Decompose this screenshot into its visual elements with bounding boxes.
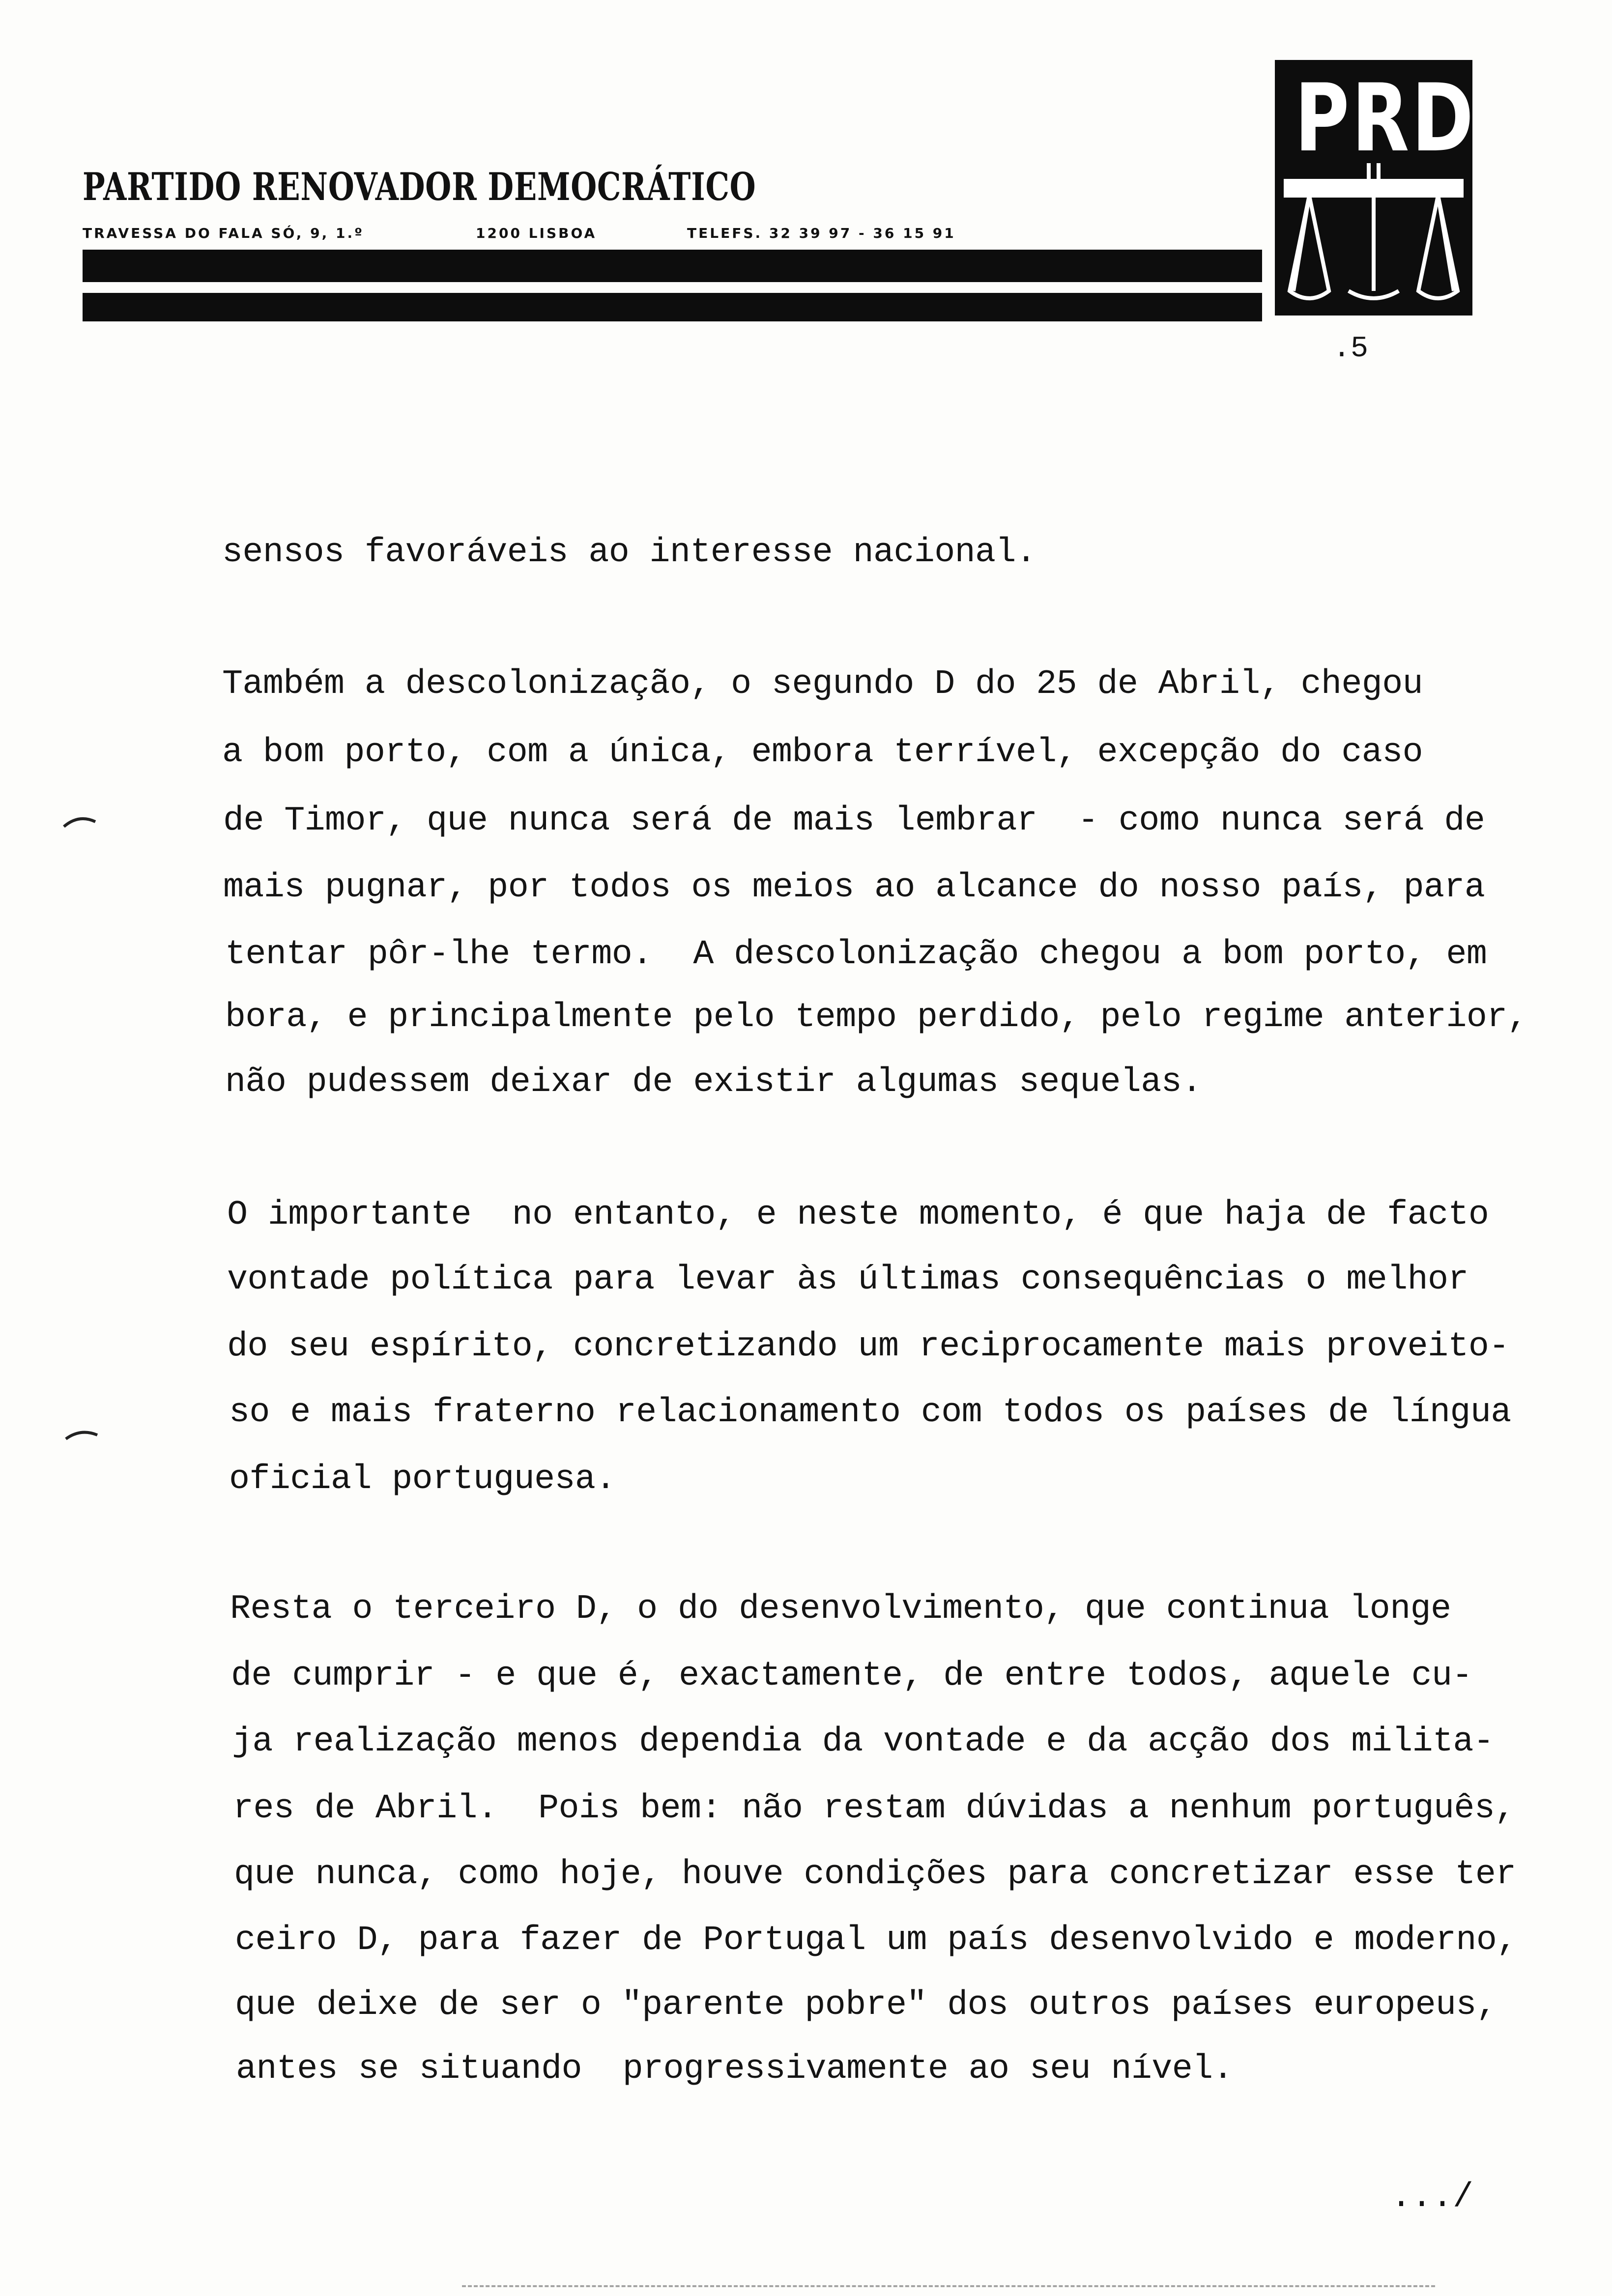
text-line: sensos favoráveis ao interesse nacional. xyxy=(222,533,1036,572)
text-line: ja realização menos dependia da vontade e da acção dos milita- xyxy=(232,1722,1494,1761)
text-line: do seu espírito, concretizando um reciprocamente mais proveito- xyxy=(227,1327,1509,1366)
punch-hole-mark xyxy=(61,811,100,831)
phone-numbers: TELEFS. 32 39 97 - 36 15 91 xyxy=(687,225,956,241)
text-line: oficial portuguesa. xyxy=(229,1460,616,1499)
text-line: Resta o terceiro D, o do desenvolvimento, que continua longe xyxy=(230,1590,1451,1629)
text-line: que nunca, como hoje, houve condições para concretizar esse ter xyxy=(234,1855,1516,1894)
party-name: PARTIDO RENOVADOR DEMOCRÁTICO xyxy=(83,165,756,209)
text-line: mais pugnar, por todos os meios ao alcance do nosso país, para xyxy=(223,868,1485,907)
text-line: que deixe de ser o "parente pobre" dos outros países europeus, xyxy=(235,1986,1497,2025)
continuation-mark: .../ xyxy=(1391,2178,1474,2217)
text-line: tentar pôr-lhe termo. A descolonização chegou a bom porto, em xyxy=(225,935,1487,974)
punch-hole-mark xyxy=(63,1424,102,1444)
text-line: bora, e principalmente pelo tempo perdido, pelo regime anterior, xyxy=(225,998,1528,1037)
text-line: O importante no entanto, e neste momento, é que haja de facto xyxy=(227,1196,1489,1234)
address-city: 1200 LISBOA xyxy=(476,225,597,241)
text-line: vontade política para levar às últimas consequências o melhor xyxy=(227,1261,1468,1299)
footer-rule xyxy=(462,2285,1435,2287)
text-line: não pudessem deixar de existir algumas sequelas. xyxy=(225,1063,1202,1102)
logo-text: PRD xyxy=(1295,64,1476,172)
text-line: res de Abril. Pois bem: não restam dúvidas a nenhum português, xyxy=(233,1789,1515,1828)
text-line: so e mais fraterno relacionamento com todos os países de língua xyxy=(229,1393,1511,1432)
text-line: a bom porto, com a única, embora terrível, excepção do caso xyxy=(222,733,1423,772)
address-street: TRAVESSA DO FALA SÓ, 9, 1.º xyxy=(83,225,364,241)
text-line: de cumprir - e que é, exactamente, de entre todos, aquele cu- xyxy=(231,1657,1472,1695)
text-line: antes se situando progressivamente ao seu nível. xyxy=(236,2050,1233,2089)
text-line: de Timor, que nunca será de mais lembrar - como nunca será de xyxy=(223,802,1485,840)
text-line: Também a descolonização, o segundo D do 25 de Abril, chegou xyxy=(222,665,1423,704)
page-number: .5 xyxy=(1333,332,1369,366)
text-line: ceiro D, para fazer de Portugal um país desenvolvido e moderno, xyxy=(235,1921,1517,1960)
